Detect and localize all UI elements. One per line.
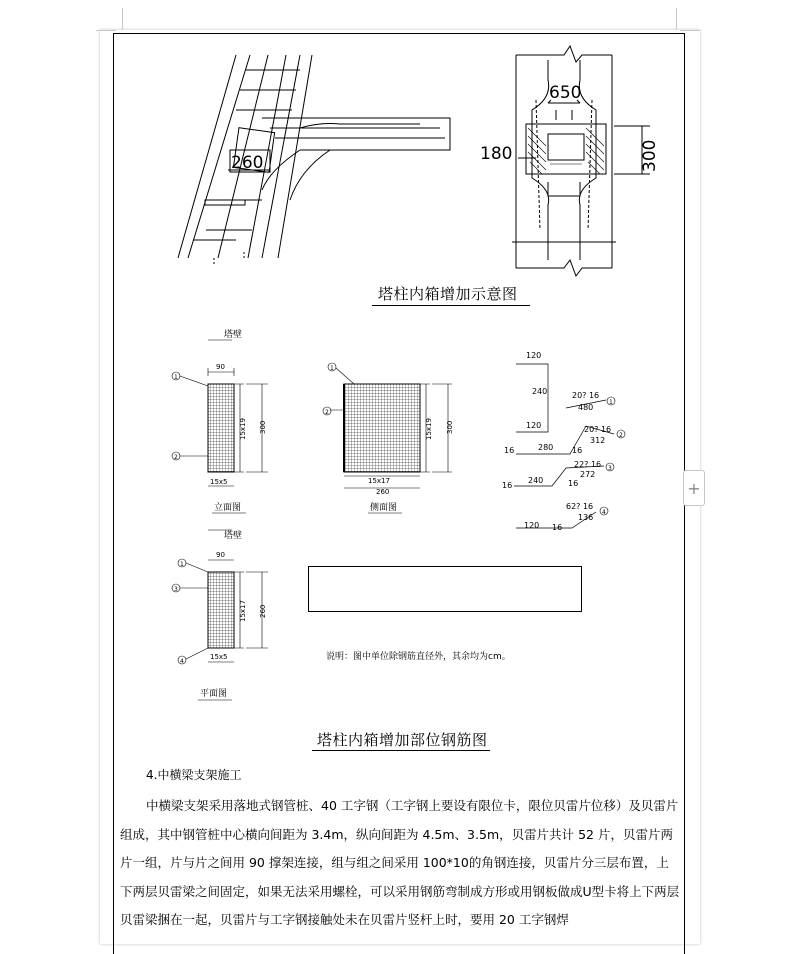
dim-650-label: 650 <box>549 83 582 103</box>
svg-text:480: 480 <box>578 403 594 412</box>
svg-text:15x17: 15x17 <box>368 477 390 485</box>
svg-text:120: 120 <box>526 421 542 430</box>
svg-text:90: 90 <box>216 551 225 559</box>
svg-text:272: 272 <box>580 470 596 479</box>
section-paragraph: 中横梁支架采用落地式钢管桩、40 工字钢（工字钢上要设有限位卡，限位贝雷片位移）及贝雷片组成，其中钢管桩中心横向间距为 3.4m，纵向间距为 4.5m、3.5m，贝雷片共计 52 片，贝雷片两片一组，片与片之间用 90 撑架连接，组与组之间采用 100*10的角钢连接，贝雷片分三层布置，上下两层贝雷梁之间固定，如果无法采用螺栓，可以采用钢筋弯制成方形或用钢板做成U型卡将上下两层贝雷梁捆在一起，贝雷片与工字钢接触处未在贝雷片竖杆上时，要用 20 工字钢焊 <box>120 798 680 927</box>
svg-text:260: 260 <box>376 488 390 496</box>
svg-text:300: 300 <box>446 420 454 434</box>
svg-text:15x17: 15x17 <box>239 600 247 622</box>
svg-text:15x19: 15x19 <box>425 418 433 440</box>
units-note: 说明：图中单位除钢筋直径外，其余均为cm。 <box>326 652 511 662</box>
plan-caption: 平面图 <box>200 689 228 699</box>
svg-text:15x5: 15x5 <box>210 478 228 486</box>
svg-text:2: 2 <box>619 432 623 439</box>
svg-text:2: 2 <box>325 409 329 416</box>
svg-text:22? 16: 22? 16 <box>574 460 602 469</box>
dim-260-label: 260 <box>231 153 264 173</box>
section-heading: 4.中横梁支架施工 <box>146 768 242 782</box>
svg-text:1: 1 <box>180 561 184 568</box>
svg-text:3: 3 <box>174 586 178 593</box>
svg-text:136: 136 <box>578 513 594 522</box>
svg-text:16: 16 <box>504 446 515 455</box>
svg-text:1: 1 <box>609 399 613 406</box>
elevation-caption: 立面图 <box>214 503 242 513</box>
svg-text:300: 300 <box>259 420 267 434</box>
svg-text:20? 16: 20? 16 <box>584 425 612 434</box>
svg-text:312: 312 <box>590 436 606 445</box>
svg-text:1: 1 <box>174 374 178 381</box>
svg-text:260: 260 <box>259 604 267 618</box>
svg-text:16: 16 <box>572 446 583 455</box>
figure1-title: 塔柱内箱增加示意图 <box>378 285 518 303</box>
elevation-tower-wall: 塔壁 <box>224 330 243 340</box>
figure2-title: 塔柱内箱增加部位钢筋图 <box>317 731 488 749</box>
side-grid <box>344 384 420 472</box>
svg-text:16: 16 <box>552 523 563 532</box>
svg-text:2: 2 <box>174 454 178 461</box>
svg-text:15x19: 15x19 <box>239 418 247 440</box>
svg-text:4: 4 <box>602 509 606 516</box>
figure2-title-underline <box>312 750 490 751</box>
svg-text:16: 16 <box>502 481 513 490</box>
legend-box <box>308 566 582 612</box>
elevation-grid <box>208 384 234 472</box>
svg-text:1: 1 <box>330 365 334 372</box>
plan-tower-wall: 塔壁 <box>224 531 243 541</box>
dim-180-label: 180 <box>480 144 513 164</box>
svg-text:120: 120 <box>524 521 540 530</box>
svg-text:62? 16: 62? 16 <box>566 502 594 511</box>
svg-text:280: 280 <box>538 443 554 452</box>
svg-text:15x5: 15x5 <box>210 653 228 661</box>
svg-text:90: 90 <box>216 363 225 371</box>
svg-text:120: 120 <box>526 351 542 360</box>
svg-text:240: 240 <box>528 476 544 485</box>
side-caption: 侧面图 <box>370 503 398 513</box>
svg-text:20? 16: 20? 16 <box>572 391 600 400</box>
svg-text:3: 3 <box>608 465 612 472</box>
plan-grid <box>208 572 234 648</box>
svg-text:16: 16 <box>568 479 579 488</box>
add-button[interactable]: + <box>683 470 705 506</box>
svg-text:4: 4 <box>180 658 184 665</box>
dim-300-label: 300 <box>640 139 660 172</box>
svg-text:240: 240 <box>532 387 548 396</box>
